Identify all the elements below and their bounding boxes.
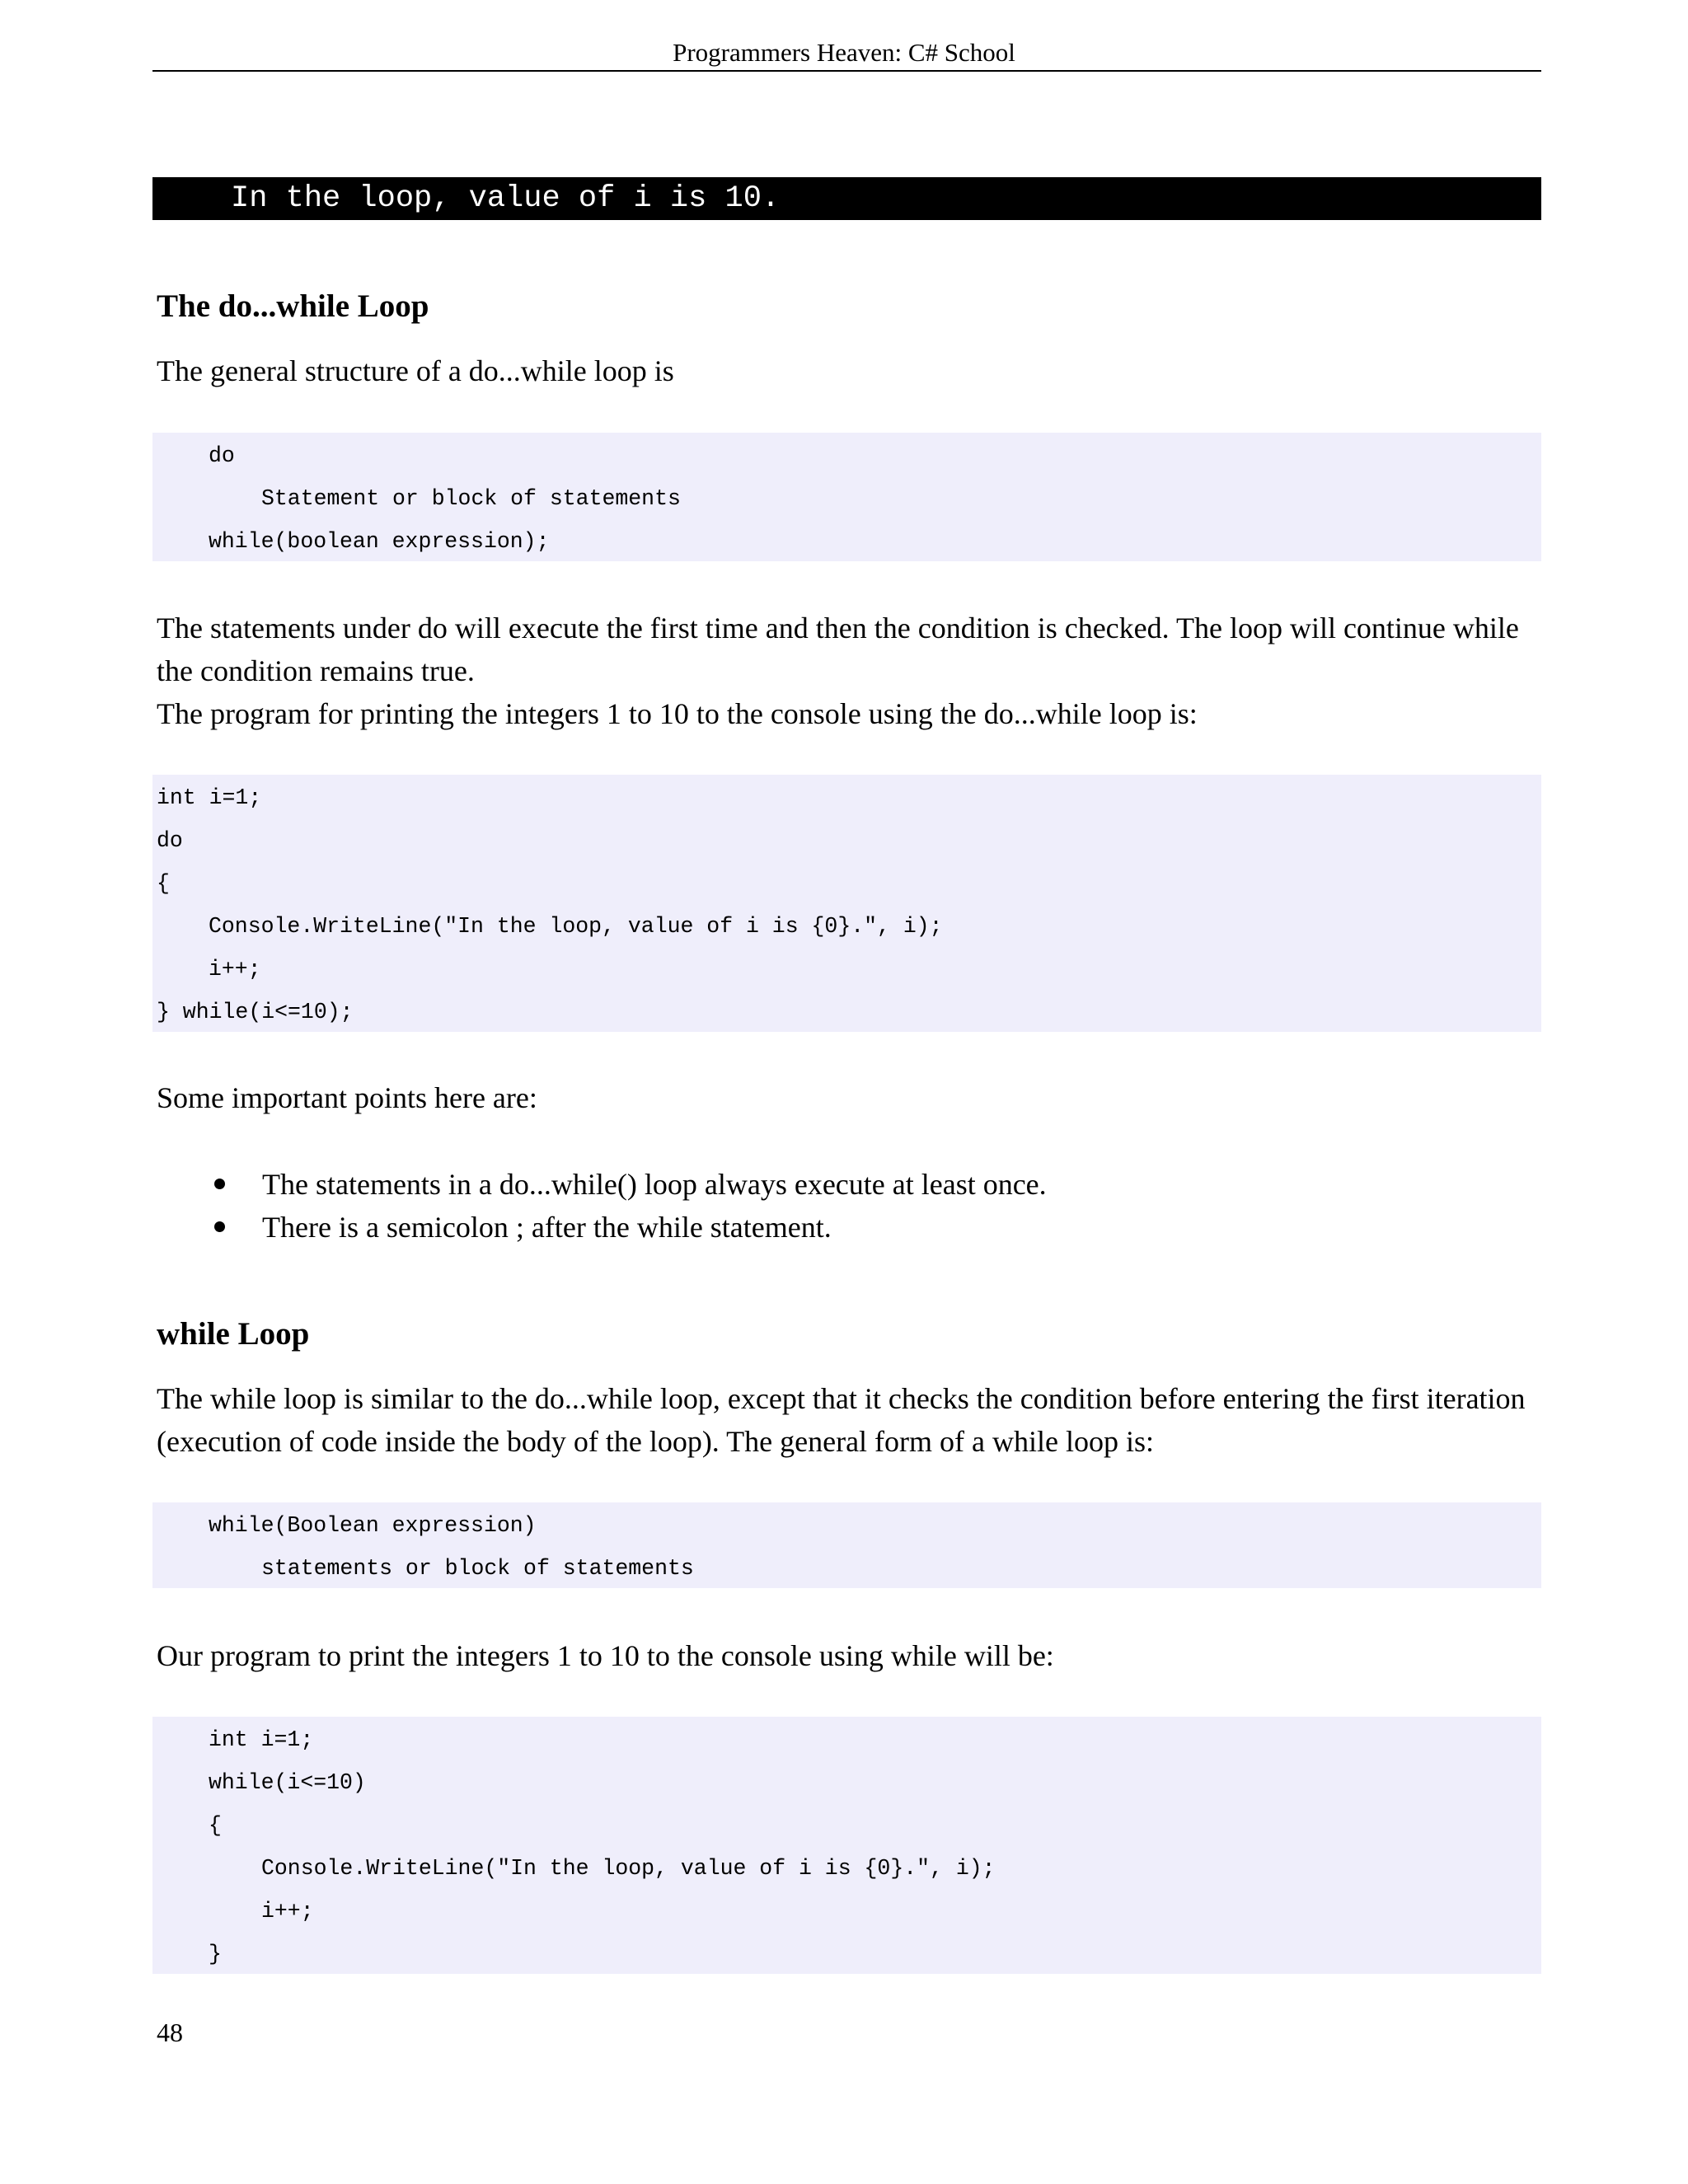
page-number: 48 [157, 2018, 183, 2047]
console-output-text: In the loop, value of i is 10. [231, 181, 781, 216]
code-line: do [157, 828, 183, 853]
do-while-explanation-line3: The program for printing the integers 1 to 10 to the console using the do...while loop is: [157, 697, 1198, 730]
code-line: { [209, 1813, 222, 1838]
do-while-intro: The general structure of a do...while loop is [157, 354, 674, 387]
code-block-while-structure [152, 1502, 1541, 1588]
while-explanation-line2: (execution of code inside the body of the loop). The general form of a while loop is: [157, 1425, 1154, 1458]
code-line: while(i<=10) [209, 1770, 366, 1795]
section-heading-while: while Loop [157, 1316, 310, 1352]
code-block-do-while-structure [152, 433, 1541, 561]
code-line: Statement or block of statements [261, 486, 681, 511]
code-line: Console.WriteLine("In the loop, value of i is {0}.", i); [261, 1856, 996, 1881]
points-intro: Some important points here are: [157, 1081, 537, 1114]
do-while-explanation-line1: The statements under do will execute the first time and then the condition is checked. The loop will continue while [157, 612, 1519, 644]
code-line: } while(i<=10); [157, 1000, 354, 1024]
bullet-point: There is a semicolon ; after the while statement. [262, 1211, 832, 1244]
do-while-explanation-line2: the condition remains true. [157, 654, 475, 687]
code-line: Console.WriteLine("In the loop, value of i is {0}.", i); [209, 914, 943, 939]
page-header-title: Programmers Heaven: C# School [673, 38, 1015, 67]
header-divider [152, 70, 1541, 72]
console-output-bar [152, 177, 1541, 220]
code-block-do-while-program [152, 775, 1541, 1032]
code-line: int i=1; [157, 785, 262, 810]
while-explanation-line1: The while loop is similar to the do...while loop, except that it checks the condition before entering the first iteration [157, 1382, 1526, 1415]
section-heading-do-while: The do...while Loop [157, 288, 429, 324]
code-line: i++; [261, 1899, 314, 1924]
code-line: { [157, 871, 170, 896]
code-line: i++; [209, 957, 261, 982]
bullet-icon [214, 1179, 225, 1189]
code-block-while-program [152, 1717, 1541, 1974]
while-program-intro: Our program to print the integers 1 to 10 to the console using while will be: [157, 1639, 1054, 1672]
bullet-point: The statements in a do...while() loop always execute at least once. [262, 1168, 1047, 1201]
code-line: while(Boolean expression) [209, 1513, 537, 1538]
code-line: int i=1; [209, 1727, 314, 1752]
code-line: } [209, 1942, 222, 1966]
code-line: while(boolean expression); [209, 529, 550, 554]
code-line: statements or block of statements [261, 1556, 694, 1581]
code-line: do [209, 443, 235, 468]
bullet-icon [214, 1221, 225, 1232]
